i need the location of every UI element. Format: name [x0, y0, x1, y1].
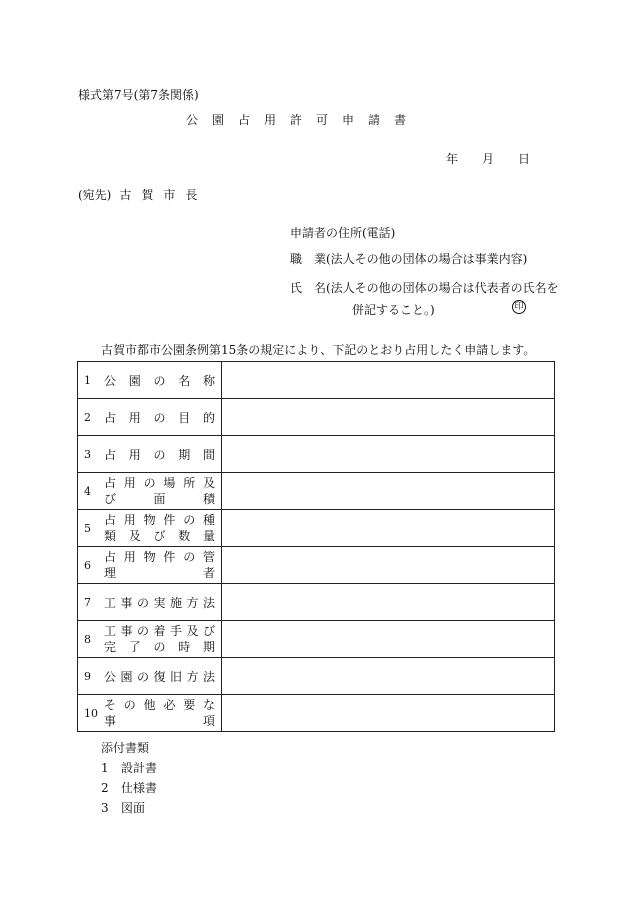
item-label-line2: 理者	[104, 566, 215, 580]
item-value-field[interactable]	[222, 510, 555, 547]
attachments-title: 添付書類	[101, 741, 150, 755]
item-number: 3	[84, 447, 91, 461]
item-label-line1: 占用物件の種	[104, 513, 215, 527]
item-number: 2	[84, 410, 91, 424]
item-label-cell	[78, 621, 222, 658]
table-row	[78, 658, 555, 695]
item-label-cell	[78, 658, 222, 695]
item-value-field[interactable]	[222, 547, 555, 584]
item-value-field[interactable]	[222, 658, 555, 695]
applicant-name-label: 氏 名(法人その他の団体の場合は代表者の氏名を	[290, 281, 559, 295]
item-label-cell	[78, 436, 222, 473]
table-row	[78, 547, 555, 584]
item-number: 6	[84, 558, 91, 572]
table-row	[78, 362, 555, 399]
addressee-prefix: (宛先)	[78, 188, 112, 202]
item-number: 10	[84, 706, 98, 720]
application-items-table	[77, 361, 555, 732]
item-label-line1: 工事の着手及び	[104, 624, 215, 638]
item-number: 7	[84, 595, 91, 609]
table-row	[78, 510, 555, 547]
item-label-cell	[78, 547, 222, 584]
attachment-item: 2 仕様書	[101, 781, 158, 795]
item-value-field[interactable]	[222, 436, 555, 473]
item-label: 公園の名称	[104, 373, 215, 388]
date-day: 日	[518, 152, 555, 166]
item-label-line2: び面積	[104, 492, 215, 506]
applicant-name-note: 併記すること。)	[352, 303, 435, 317]
item-number: 1	[84, 373, 91, 387]
item-value-field[interactable]	[222, 584, 555, 621]
item-label-line2: 完了の時期	[104, 640, 215, 654]
attachment-item: 1 設計書	[101, 761, 158, 775]
item-label-cell	[78, 584, 222, 621]
table-row	[78, 584, 555, 621]
addressee	[78, 186, 207, 203]
item-label-cell	[78, 399, 222, 436]
item-label: 工事の実施方法	[104, 595, 215, 610]
applicant-address-label: 申請者の住所(電話)	[290, 226, 396, 240]
table-row	[78, 695, 555, 732]
item-label: 占用の期間	[104, 447, 215, 462]
attachment-item: 3 図面	[101, 801, 146, 815]
item-value-field[interactable]	[222, 362, 555, 399]
item-label-cell	[78, 510, 222, 547]
item-label-line1: その他必要な	[104, 698, 215, 712]
table-row	[78, 399, 555, 436]
item-label-line2: 事項	[104, 714, 215, 728]
table-row	[78, 436, 555, 473]
item-number: 8	[84, 632, 91, 646]
item-label-line2: 類及び数量	[104, 529, 215, 543]
table-row	[78, 621, 555, 658]
item-label-cell	[78, 695, 222, 732]
item-number: 9	[84, 669, 91, 683]
form-number: 様式第7号(第7条関係)	[78, 88, 199, 102]
item-number: 5	[84, 521, 91, 535]
item-label-line1: 占用の場所及	[104, 476, 215, 490]
item-label: 占用の目的	[104, 410, 215, 425]
item-number: 4	[84, 484, 91, 498]
date-month: 月	[482, 152, 519, 166]
seal-mark: 印	[512, 300, 526, 314]
item-label-cell	[78, 362, 222, 399]
addressee-name: 古賀市長	[119, 188, 208, 202]
applicant-occupation-label: 職 業(法人その他の団体の場合は事業内容)	[290, 252, 528, 266]
item-value-field[interactable]	[222, 621, 555, 658]
item-value-field[interactable]	[222, 399, 555, 436]
document-title: 公園占用許可申請書	[186, 113, 421, 127]
date-line	[446, 150, 554, 167]
intro-statement: 古賀市都市公園条例第15条の規定により、下記のとおり占用したく申請します。	[101, 343, 536, 357]
item-value-field[interactable]	[222, 695, 555, 732]
table-row	[78, 473, 555, 510]
item-value-field[interactable]	[222, 473, 555, 510]
item-label: 公園の復旧方法	[104, 669, 215, 684]
item-label-cell	[78, 473, 222, 510]
date-year: 年	[446, 152, 483, 166]
item-label-line1: 占用物件の管	[104, 550, 215, 564]
